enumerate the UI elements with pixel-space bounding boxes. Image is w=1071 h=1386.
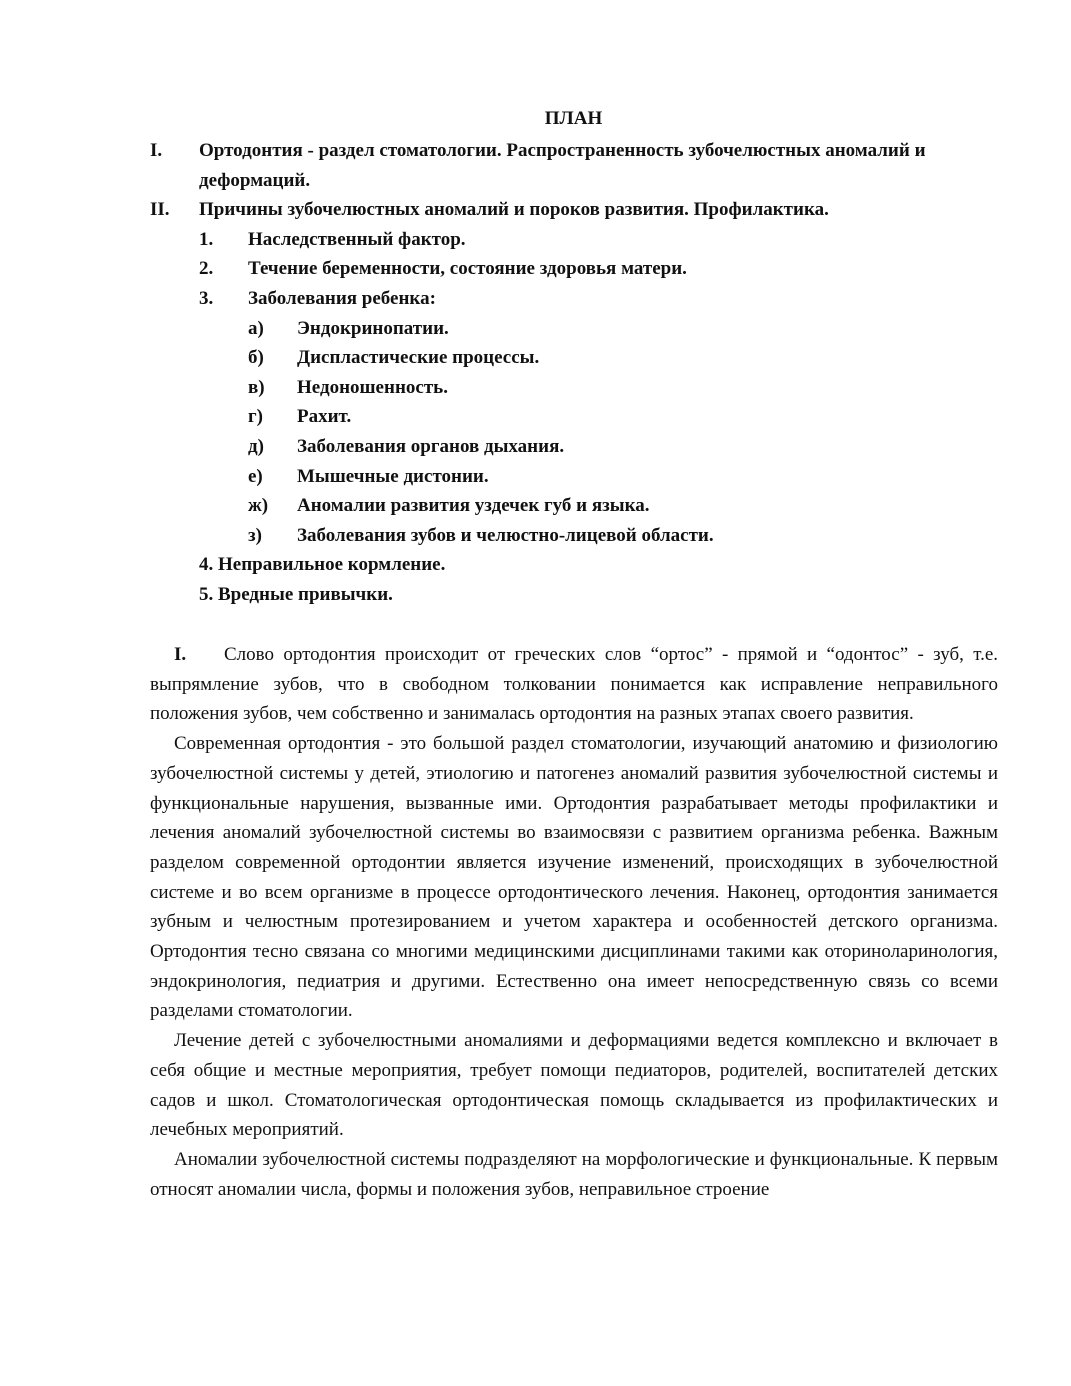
plan-item-ii [150, 195, 998, 225]
item-text: Недоношенность. [297, 376, 448, 398]
item-letter: а) [248, 317, 264, 339]
item-letter: е) [248, 465, 263, 487]
item-number: 1. [199, 228, 214, 250]
item-text: 5. Вредные привычки. [199, 583, 393, 605]
item-letter: ж) [248, 495, 269, 517]
item-number: II. [150, 199, 170, 221]
item-number: I. [150, 140, 163, 161]
paragraph-2: Современная ортодонтия - это большой раздел стоматологии, изучающий анатомию и физиологию зубочелюстной системы у детей, этиологию и патогенез аномалий развития зубочелюстной системы и функциональные нарушения, вызванные ими. Ортодонтия разрабатывает методы профилактики и лечения аномалий зубочелюстной системы во взаимосвязи с развитием организма ребенка. Важным разделом современной ортодонтии является изучение изменений, происходящих в зубочелюстной системе и во всем организме в процессе ортодонтического лечения. Наконец, ортодонтия занимается зубным и челюстным протезированием и учетом характера и особенностей детского организма. Ортодонтия тесно связана со многими медицинскими дисциплинами такими как оториноларинология, эндокринология, педиатрия и другими. Естественно она имеет непосредственную связь со всеми разделами стоматологии. [150, 733, 998, 1022]
item-text: Заболевания органов дыхания. [297, 435, 565, 457]
item-text: Рахит. [297, 406, 352, 428]
item-text: 4. Неправильное кормление. [199, 554, 446, 576]
plan-item-i [150, 136, 998, 195]
plan-subitem-4 [150, 550, 998, 580]
item-letter: д) [248, 435, 264, 457]
plan-subsubitem-b [150, 343, 998, 373]
body-text [150, 640, 998, 1204]
item-letter: г) [248, 406, 263, 428]
plan-subsubitem-g [150, 402, 998, 432]
item-text: Ортодонтия - раздел стоматологии. Распространенность зубочелюстных аномалий и деформаций. [199, 140, 926, 191]
plan-outline [150, 136, 998, 610]
item-text: Эндокринопатии. [297, 317, 449, 339]
item-text: Диспластические процессы. [297, 347, 540, 369]
item-text: Заболевания зубов и челюстно-лицевой области. [297, 524, 714, 546]
plan-subsubitem-a [150, 314, 998, 344]
plan-subitem-5 [150, 580, 998, 610]
item-letter: в) [248, 376, 265, 398]
section-number: I. [174, 644, 187, 665]
plan-subsubitem-zh [150, 491, 998, 521]
paragraph-1 [150, 640, 998, 729]
item-letter: б) [248, 347, 264, 369]
paragraph-text: Слово ортодонтия происходит от греческих слов “ортос” - прямой и “одонтос” - зуб, т.е. выпрямление зубов, что в свободном толковании понимается как исправление неправильного положения зубов, чем собственно и занималась ортодонтия на разных этапах своего развития. [150, 644, 998, 725]
plan-subsubitem-v [150, 373, 998, 403]
plan-subsubitem-e [150, 462, 998, 492]
item-letter: з) [248, 524, 262, 546]
paragraph-4: Аномалии зубочелюстной системы подразделяют на морфологические и функциональные. К первым относят аномалии числа, формы и положения зубов, неправильное строение [150, 1148, 998, 1200]
item-number: 2. [199, 258, 214, 280]
paragraph-3: Лечение детей с зубочелюстными аномалиями и деформациями ведется комплексно и включает в себя общие и местные мероприятия, требует помощи педиаторов, родителей, воспитателей детских садов и школ. Стоматологическая ортодонтическая помощь складывается из профилактических и лечебных мероприятий. [150, 1030, 998, 1141]
item-text: Заболевания ребенка: [248, 287, 436, 309]
item-number: 3. [199, 287, 214, 309]
plan-subitem-1 [150, 225, 998, 255]
page-title: ПЛАН [544, 108, 603, 129]
plan-subitem-2 [150, 254, 998, 284]
item-text: Мышечные дистонии. [297, 465, 489, 487]
item-text: Течение беременности, состояние здоровья матери. [248, 258, 687, 280]
item-text: Наследственный фактор. [248, 228, 466, 250]
plan-subitem-3 [150, 284, 998, 314]
item-text: Причины зубочелюстных аномалий и пороков развития. Профилактика. [199, 199, 829, 221]
item-text: Аномалии развития уздечек губ и языка. [297, 495, 650, 517]
plan-subsubitem-z [150, 521, 998, 551]
plan-subsubitem-d [150, 432, 998, 462]
